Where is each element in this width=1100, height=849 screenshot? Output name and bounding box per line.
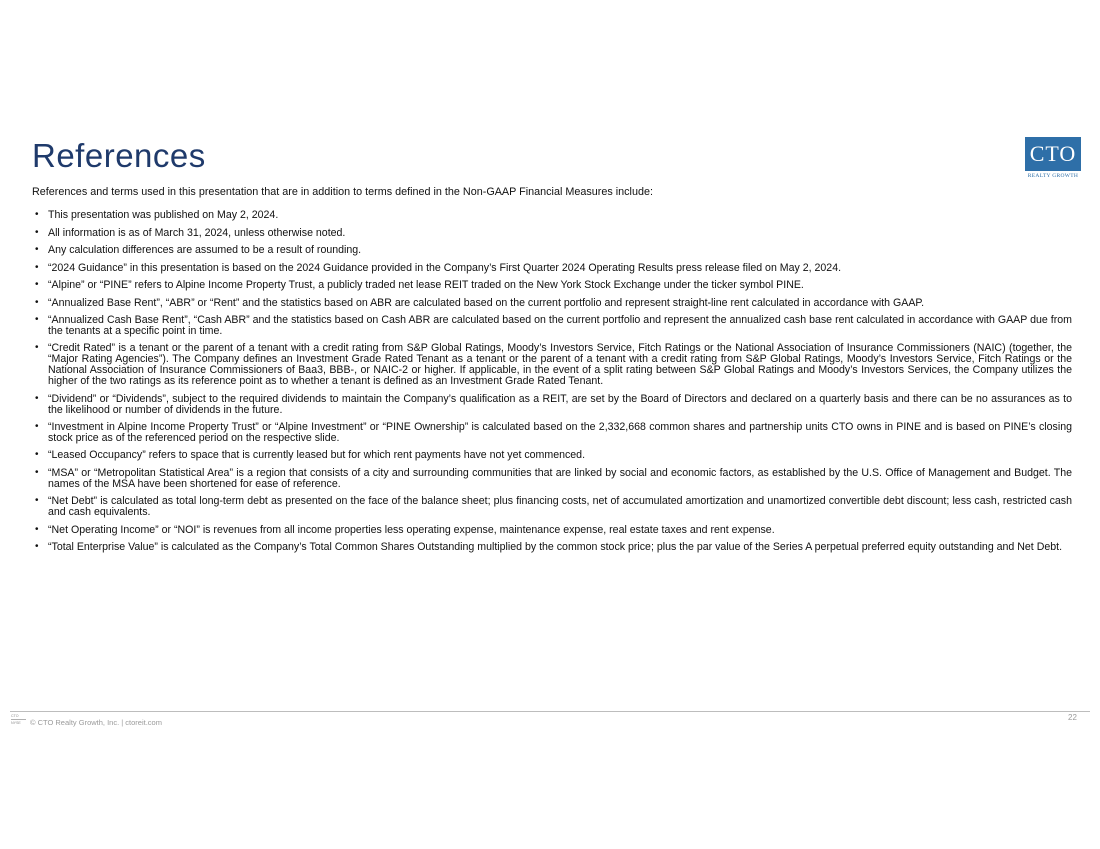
list-item-text: “2024 Guidance” in this presentation is based on the 2024 Guidance provided in the Company’s First Quarter 2024 Operating Results press release filed on May 2, 2024. bbox=[48, 261, 842, 274]
list-item bbox=[32, 422, 1072, 444]
bullet-icon: • bbox=[35, 296, 39, 308]
list-item bbox=[32, 245, 1072, 256]
list-item-text: “Alpine” or “PINE” refers to Alpine Income Property Trust, a publicly traded net lease REIT traded on the New York Stock Exchange under the ticker symbol PINE. bbox=[48, 279, 804, 291]
logo-tagline: REALTY GROWTH bbox=[1027, 173, 1079, 179]
list-item bbox=[32, 450, 1072, 461]
bullet-icon: • bbox=[35, 541, 39, 553]
bullet-icon: • bbox=[35, 392, 39, 404]
bullet-icon: • bbox=[35, 209, 39, 220]
bullet-icon: • bbox=[35, 342, 39, 354]
references-list bbox=[32, 210, 1072, 560]
list-item-text: “Net Debt” is calculated as total long-term debt as presented on the face of the balance sheet; plus financing costs, net of accumulated amortization and unamortized convertible debt discount; less cash, restricted cash and cash equivalents. bbox=[48, 495, 1072, 519]
list-item-text: “Leased Occupancy” refers to space that is currently leased but for which rent payments have not yet commenced. bbox=[48, 449, 586, 462]
list-item bbox=[32, 525, 1072, 536]
bullet-icon: • bbox=[35, 466, 39, 478]
logo-mark: CTO bbox=[1025, 137, 1081, 171]
list-item-text: “Credit Rated” is a tenant or the parent of a tenant with a credit rating from S&P Global Ratings, Moody’s Investors Service, Fitch Ratings or the National Association of Insurance Commissioners (NAIC) (together, the “Major Rating Agencies”). The Company defines an Investment Grade Rated Tenant as a tenant or the parent of a tenant with a credit rating from S&P Global Ratings, Moody’s Investors Service, Fitch Ratings or the National Association of Insurance Commissioners of Baa3, BBB-, or NAIC-2 or higher. If applicable, in the event of a split rating between S&P Global Ratings and Moody’s Investors Services, the Company utilizes the higher of the two ratings as its reference point as to whether a tenant is defined as an Investment Grade Rated Tenant. bbox=[48, 342, 1072, 388]
list-item-text: “Annualized Cash Base Rent”, “Cash ABR” and the statistics based on Cash ABR are calculated based on the current portfolio and represent the annualized cash base rent calculated in accordance with GAAP due from the tenants at a specific point in time. bbox=[48, 314, 1072, 337]
list-item-text: “Investment in Alpine Income Property Trust” or “Alpine Investment” or “PINE Ownership” is calculated based on the 2,332,668 common shares and partnership units CTO owns in PINE and is based on PINE’s closing stock price as of the referenced period on the respective slide. bbox=[48, 421, 1072, 444]
list-item bbox=[32, 263, 1072, 274]
list-item bbox=[32, 394, 1072, 416]
list-item-text: “Annualized Base Rent”, “ABR” or “Rent” and the statistics based on ABR are calculated based on the current portfolio and represent straight-line rent calculated in accordance with GAAP. bbox=[48, 296, 925, 309]
footer-logo-exchange: NYSE bbox=[11, 721, 21, 725]
intro-text: References and terms used in this presentation that are in addition to terms defined in the Non-GAAP Financial Measures include: bbox=[32, 186, 653, 198]
list-item-text: “Net Operating Income” or “NOI” is revenues from all income properties less operating expense, maintenance expense, real estate taxes and rent expense. bbox=[48, 523, 775, 536]
list-item bbox=[32, 298, 1072, 309]
bullet-icon: • bbox=[35, 314, 39, 325]
bullet-icon: • bbox=[35, 261, 39, 273]
list-item bbox=[32, 496, 1072, 518]
footer-logo-rule bbox=[11, 719, 26, 720]
page-number: 22 bbox=[1068, 713, 1077, 722]
list-item-text: “Dividend” or “Dividends”, subject to the required dividends to maintain the Company’s qualification as a REIT, are set by the Board of Directors and declared on a quarterly basis and there can be no assurances as to the likelihood or number of dividends in the future. bbox=[48, 392, 1072, 416]
list-item-text: “MSA” or “Metropolitan Statistical Area” is a region that consists of a city and surrounding communities that are linked by social and economic factors, as established by the U.S. Office of Management and Budget. The names of the MSA have been shortened for ease of reference. bbox=[48, 466, 1072, 490]
list-item bbox=[32, 343, 1072, 387]
bullet-icon: • bbox=[35, 449, 39, 461]
page-title: References bbox=[32, 137, 206, 174]
footer-copyright: © CTO Realty Growth, Inc. | ctoreit.com bbox=[30, 718, 162, 727]
list-item bbox=[32, 315, 1072, 337]
list-item bbox=[32, 468, 1072, 490]
bullet-icon: • bbox=[35, 421, 39, 433]
bullet-icon: • bbox=[35, 279, 39, 290]
footer-divider bbox=[10, 711, 1090, 712]
list-item bbox=[32, 542, 1072, 553]
list-item-text: “Total Enterprise Value” is calculated as the Company’s Total Common Shares Outstanding multiplied by the common stock price; plus the par value of the Series A perpetual preferred equity outstanding and Net Debt. bbox=[48, 541, 1063, 554]
list-item-text: This presentation was published on May 2, 2024. bbox=[48, 209, 279, 221]
bullet-icon: • bbox=[35, 244, 39, 255]
list-item bbox=[32, 280, 1072, 291]
list-item bbox=[32, 228, 1072, 239]
list-item bbox=[32, 210, 1072, 221]
list-item-text: Any calculation differences are assumed to be a result of rounding. bbox=[48, 244, 362, 256]
bullet-icon: • bbox=[35, 226, 39, 238]
footer-logo bbox=[11, 714, 26, 730]
footer-logo-mark: CTO bbox=[11, 714, 19, 718]
bullet-icon: • bbox=[35, 523, 39, 535]
cto-logo bbox=[1025, 137, 1081, 181]
bullet-icon: • bbox=[35, 495, 39, 507]
list-item-text: All information is as of March 31, 2024, unless otherwise noted. bbox=[48, 226, 346, 239]
